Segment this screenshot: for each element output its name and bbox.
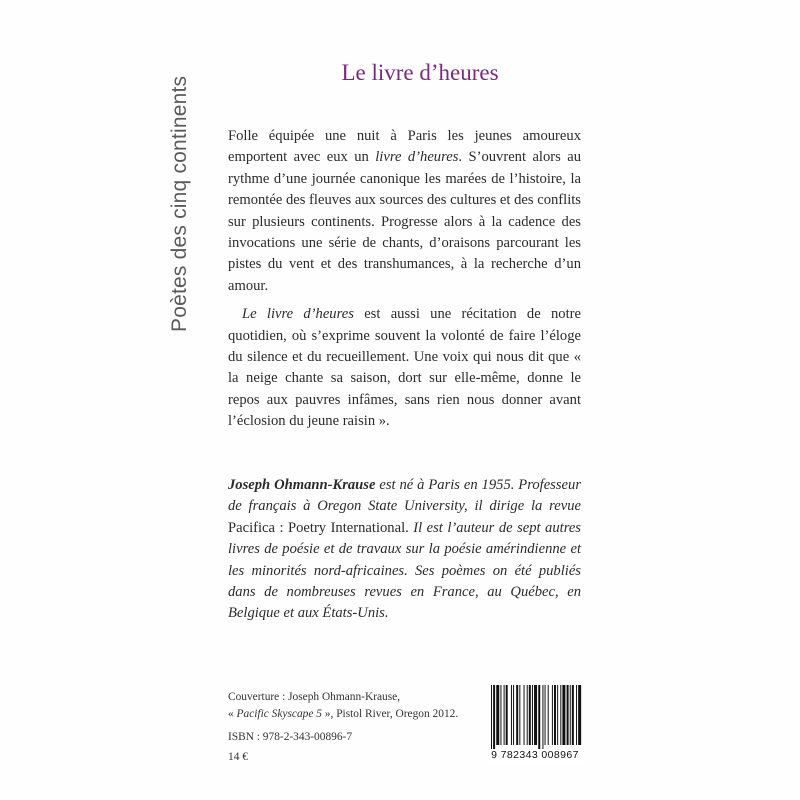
barcode-bar <box>524 685 525 745</box>
barcode-bar <box>554 685 556 745</box>
barcode-bar <box>567 685 569 745</box>
barcode-bar <box>532 685 533 745</box>
barcode-bar <box>557 685 558 745</box>
author-name: Joseph Ohmann-Krause <box>228 477 376 493</box>
barcode-bar <box>500 685 501 745</box>
credits-location: », Pistol River, Oregon 2012. <box>321 708 459 720</box>
summary-p1-text-b: . S’ouvrent alors au rythme d’une journée canonique les marées de l’histoire, la remontée des fleuves aux sources des cultures et des conflits sur plusieurs continents. Progresse alors à la cadence des invocations une série de chants, d’oraisons parcourant les pistes du vent et des transhumances, à la recherche d’un amour. <box>228 149 582 294</box>
barcode <box>487 683 583 763</box>
barcode-bar <box>538 685 540 749</box>
isbn: ISBN : 978-2-343-00896-7 <box>228 731 353 743</box>
barcode-bar <box>562 685 565 745</box>
summary-paragraph-1 <box>228 126 581 297</box>
barcode-bar <box>527 685 528 745</box>
barcode-bar <box>506 685 508 745</box>
summary-p2-italic: Le livre d’heures <box>242 306 354 323</box>
book-title: Le livre d’heures <box>341 60 499 85</box>
barcode-bars <box>487 683 583 749</box>
barcode-bar <box>545 685 546 745</box>
barcode-bar <box>493 685 495 749</box>
summary-p1-text-a: Folle équipée une nuit à Paris les jeunes amoureux emportent avec eux un <box>228 128 581 166</box>
barcode-bar <box>491 685 492 749</box>
credits-artwork-title: Pacific Skyscape 5 <box>236 708 322 720</box>
summary-p2-text: est aussi une récitation de notre quotidien, où s’exprime souvent la volonté de faire l’éloge du silence et du recueillement. Une voix qui nous dit que « la neige chante sa saison, dort sur elle-même, donne le repos aux pauvres infâmes, sans rien nous donner avant l’éclosion du jeune raisin ». <box>228 306 581 430</box>
credits-line-2 <box>228 706 488 723</box>
summary-paragraph-2 <box>228 304 581 432</box>
barcode-bar <box>576 685 577 745</box>
bio-text-a: est né à Paris en 1955. Professeur de français à Oregon State University, il dirige la revue <box>228 477 581 515</box>
summary-p1-italic: livre d’heures <box>375 149 459 166</box>
barcode-bar <box>529 685 531 745</box>
barcode-bar <box>570 685 571 745</box>
barcode-bar <box>552 685 553 745</box>
barcode-bar <box>504 685 505 745</box>
barcode-bar <box>534 685 537 745</box>
barcode-bar <box>516 685 518 745</box>
barcode-bar <box>542 685 543 749</box>
author-bio <box>228 475 581 625</box>
barcode-bar <box>511 685 512 745</box>
barcode-bar <box>513 685 514 745</box>
barcode-bar <box>578 685 581 745</box>
barcode-bar <box>496 685 499 745</box>
series-name-text: Poètes des cinq continents <box>168 75 191 332</box>
barcode-number: 9 782343 008967 <box>491 749 579 761</box>
series-name-vertical <box>168 22 190 332</box>
barcode-bar <box>548 685 549 745</box>
credits-quote-open: « <box>228 708 237 720</box>
bio-journal-name: Pacifica : Poetry International. <box>228 519 409 536</box>
credits-line-1: Couverture : Joseph Ohmann-Krause, <box>228 691 401 703</box>
price: 14 € <box>228 751 248 763</box>
book-summary <box>228 126 581 440</box>
barcode-bar <box>560 685 561 745</box>
cover-credits <box>228 689 488 723</box>
barcode-bar <box>572 685 574 745</box>
barcode-bar <box>519 685 520 745</box>
bio-text-b: Il est l’auteur de sept autres livres de poésie et de travaux sur la poésie amérindienne et les minorités nord-africaines. Ses poèmes on été publiés dans de nombreuses revues en France, au Québec, en Belgique et aux États-Unis. <box>228 519 581 622</box>
